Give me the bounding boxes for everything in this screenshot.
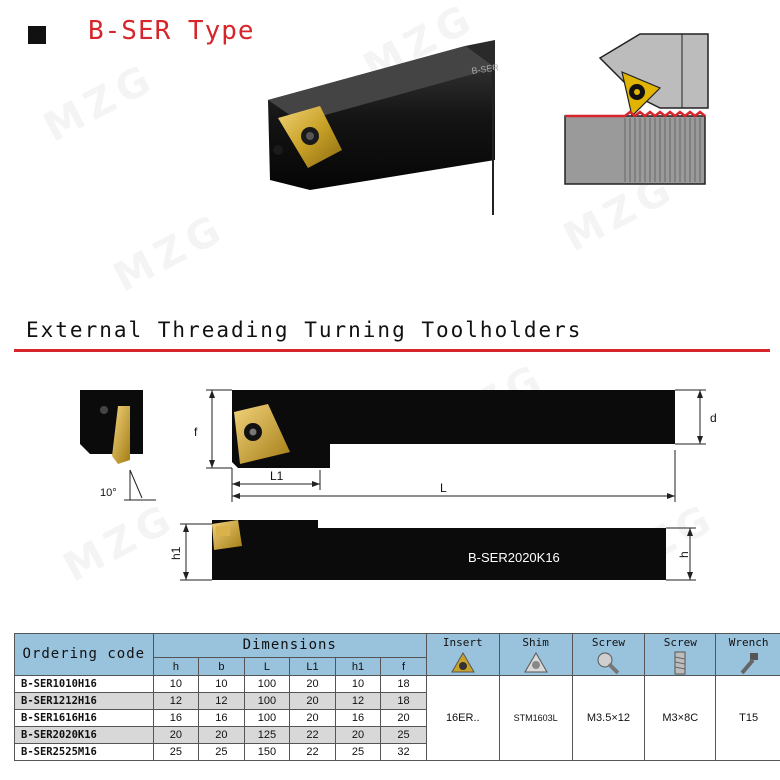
shim-value: STM1603L bbox=[499, 676, 572, 761]
dimension-value: 12 bbox=[335, 693, 381, 710]
accessory-header-insert bbox=[426, 634, 499, 676]
dimension-value: 20 bbox=[381, 710, 427, 727]
page-title: B-SER Type bbox=[88, 16, 255, 46]
screw-value: M3×8C bbox=[645, 676, 716, 761]
dimension-value: 12 bbox=[199, 693, 245, 710]
dimension-value: 10 bbox=[199, 676, 245, 693]
dimension-h: h bbox=[677, 551, 691, 558]
dimension-value: 20 bbox=[290, 693, 336, 710]
dimension-value: 25 bbox=[335, 744, 381, 761]
accessory-label: Insert bbox=[442, 636, 483, 649]
dimension-value: 100 bbox=[244, 710, 290, 727]
holder-label: B-SER bbox=[470, 62, 500, 76]
dimension-drawing bbox=[0, 360, 780, 600]
column-header: L1 bbox=[290, 658, 336, 676]
dimension-value: 25 bbox=[153, 744, 199, 761]
dimension-value: 125 bbox=[244, 727, 290, 744]
dimension-value: 100 bbox=[244, 676, 290, 693]
dimension-value: 25 bbox=[199, 744, 245, 761]
accessory-label: Wrench bbox=[728, 636, 769, 649]
dimension-value: 20 bbox=[290, 676, 336, 693]
table-row bbox=[15, 676, 780, 693]
dimension-value: 18 bbox=[381, 693, 427, 710]
dimension-value: 16 bbox=[153, 710, 199, 727]
column-header: h1 bbox=[335, 658, 381, 676]
accessory-header-screw bbox=[645, 634, 716, 676]
accessory-label: Screw bbox=[663, 636, 697, 649]
dimension-value: 10 bbox=[335, 676, 381, 693]
section-heading: External Threading Turning Toolholders bbox=[26, 318, 583, 342]
column-header: h bbox=[153, 658, 199, 676]
accessory-header-shim bbox=[499, 634, 572, 676]
dimension-f: f bbox=[194, 425, 198, 439]
dimension-value: 150 bbox=[244, 744, 290, 761]
dimension-value: 100 bbox=[244, 693, 290, 710]
dimensions-header: Dimensions bbox=[153, 634, 426, 658]
screw-value: M3.5×12 bbox=[572, 676, 645, 761]
dimension-l: L bbox=[440, 481, 447, 495]
ordering-code: B-SER1212H16 bbox=[15, 693, 154, 710]
insert-icon bbox=[450, 651, 476, 675]
spec-table bbox=[14, 633, 780, 761]
screw-icon bbox=[595, 651, 621, 675]
top-view bbox=[194, 390, 717, 502]
dimension-value: 16 bbox=[335, 710, 381, 727]
end-view bbox=[80, 390, 156, 500]
column-header: b bbox=[199, 658, 245, 676]
accessory-label: Shim bbox=[522, 636, 549, 649]
angle-label: 10° bbox=[100, 487, 117, 499]
dimension-value: 22 bbox=[290, 744, 336, 761]
section-divider bbox=[14, 349, 770, 352]
watermark bbox=[106, 205, 233, 302]
wrench-icon bbox=[736, 651, 762, 675]
dimension-value: 32 bbox=[381, 744, 427, 761]
dimension-value: 16 bbox=[199, 710, 245, 727]
dimension-value: 20 bbox=[290, 710, 336, 727]
dimension-value: 20 bbox=[199, 727, 245, 744]
column-header: L bbox=[244, 658, 290, 676]
side-view bbox=[169, 520, 696, 580]
watermark bbox=[36, 55, 163, 152]
dimension-value: 20 bbox=[153, 727, 199, 744]
dimension-l1: L1 bbox=[270, 469, 284, 483]
accessory-header-wrench bbox=[716, 634, 780, 676]
insert-value: 16ER.. bbox=[426, 676, 499, 761]
dimension-value: 12 bbox=[153, 693, 199, 710]
ordering-code: B-SER1616H16 bbox=[15, 710, 154, 727]
dimension-value: 18 bbox=[381, 676, 427, 693]
accessory-label: Screw bbox=[591, 636, 626, 649]
dimension-value: 25 bbox=[381, 727, 427, 744]
title-bullet bbox=[28, 26, 46, 44]
ordering-code: B-SER2020K16 bbox=[15, 727, 154, 744]
wrench-value: T15 bbox=[716, 676, 780, 761]
dimension-value: 10 bbox=[153, 676, 199, 693]
column-header: f bbox=[381, 658, 427, 676]
toolholder-photo bbox=[250, 40, 510, 220]
screw-icon bbox=[667, 651, 693, 675]
ordering-code: B-SER1010H16 bbox=[15, 676, 154, 693]
accessory-header-screw bbox=[572, 634, 645, 676]
dimension-d: d bbox=[710, 411, 717, 425]
ordering-code-header: Ordering code bbox=[15, 634, 154, 676]
shim-icon bbox=[523, 651, 549, 675]
threading-schematic bbox=[560, 28, 710, 188]
ordering-code: B-SER2525M16 bbox=[15, 744, 154, 761]
part-marking: B-SER2020K16 bbox=[468, 550, 560, 565]
dimension-h1: h1 bbox=[169, 546, 183, 560]
dimension-value: 20 bbox=[335, 727, 381, 744]
dimension-value: 22 bbox=[290, 727, 336, 744]
